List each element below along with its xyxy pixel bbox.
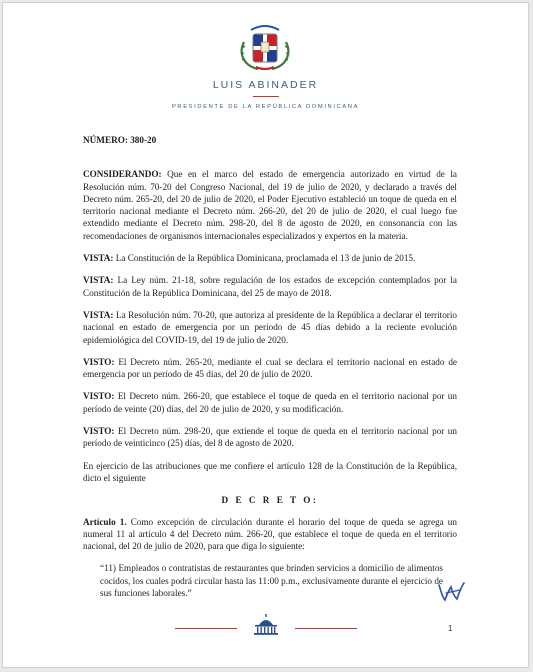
footer-divider-right bbox=[295, 628, 357, 629]
vista-label: VISTA: bbox=[83, 309, 114, 320]
visto-label: VISTO: bbox=[83, 426, 115, 437]
palace-emblem-icon bbox=[251, 614, 281, 636]
visto-paragraph bbox=[83, 425, 457, 450]
ejercicio-paragraph: En ejercicio de las atribuciones que me confiere el artículo 128 de la Constitución de la República, dicto el siguiente bbox=[83, 460, 457, 483]
vista-text: La Resolución núm. 70-20, que autoriza al presidente de la República a declarar el territorio nacional en estado de emergencia por un período de 45 días debido a la reciente evolución epidemiológica del COVID-19, del 19 de julio de 2020. bbox=[83, 309, 457, 345]
articulo-label: Artículo 1. bbox=[83, 516, 127, 527]
vista-text: La Constitución de la República Dominicana, proclamada el 13 de junio de 2015. bbox=[113, 253, 416, 264]
considerando-label: CONSIDERANDO: bbox=[83, 169, 162, 180]
considerando-text: Que en el marco del estado de emergencia autorizado en virtud de la Resolución núm. 70-20 del Congreso Nacional, del 19 de julio de 2020, y declarado a través del Decreto núm. 265-20, del 20 de julio de 2020, el Poder Ejecutivo estableció un toque de queda en el territorio nacional mediante el Decreto núm. 266-20, del 20 de julio de 2020, el cual luego fue extendido mediante el Decreto núm. 298-20, del 8 de agosto de 2020, en consonancia con las recomendaciones de organismos internacionales especializados y expertos en la materia. bbox=[83, 169, 457, 241]
visto-label: VISTO: bbox=[83, 356, 115, 367]
decreto-heading: D E C R E T O: bbox=[221, 495, 319, 506]
visto-text: El Decreto núm. 265-20, mediante el cual se declara el territorio nacional en estado de emergencia por un período de 45 días, del 20 de julio de 2020. bbox=[83, 356, 457, 380]
vista-label: VISTA: bbox=[83, 275, 114, 286]
decree-number: NÚMERO: 380-20 bbox=[83, 135, 157, 145]
vista-paragraph bbox=[83, 252, 457, 264]
vista-paragraph bbox=[83, 309, 457, 346]
visto-label: VISTO: bbox=[83, 391, 115, 402]
document-page bbox=[2, 2, 529, 668]
vista-text: La Ley núm. 21-18, sobre regulación de los estados de excepción contemplados por la Constitución de la República Dominicana, del 25 de mayo de 2018. bbox=[83, 275, 457, 298]
header-name: LUIS ABINADER bbox=[212, 79, 319, 91]
visto-paragraph bbox=[83, 356, 457, 381]
document-body bbox=[83, 134, 457, 599]
page-number: 1 bbox=[448, 624, 453, 633]
considerando-paragraph bbox=[83, 168, 457, 242]
footer-divider-left bbox=[175, 628, 237, 629]
header-title: PRESIDENTE DE LA REPÚBLICA DOMINICANA bbox=[171, 104, 360, 110]
articulo-paragraph bbox=[83, 516, 457, 553]
quoted-numeral: “11) Empleados o contratistas de restaurantes que brinden servicios a domicilio de alimentos cocidos, los cuales podrá circular hasta las 11:00 p.m., exclusivamente durante el ejercicio de sus funciones laborales.” bbox=[100, 563, 443, 599]
initials-signature-icon bbox=[433, 581, 467, 603]
header-divider bbox=[253, 96, 279, 97]
vista-label: VISTA: bbox=[83, 253, 114, 264]
visto-text: El Decreto núm. 298-20, que extiende el toque de queda en el territorio nacional por un período de veinticinco (25) días, del 8 de agosto de 2020. bbox=[83, 426, 457, 449]
coat-of-arms-icon bbox=[234, 20, 296, 72]
visto-text: El Decreto núm. 266-20, que establece el toque de queda en el territorio nacional por un período de veinte (20) días, del 20 de julio de 2020, y su modificación. bbox=[83, 391, 457, 414]
visto-paragraph bbox=[83, 390, 457, 415]
articulo-text: Como excepción de circulación durante el horario del toque de queda se agrega un numeral 11 al artículo 4 del Decreto núm. 266-20, que establece el toque de queda en el territorio nacional, del 20 de julio de 2020, para que diga lo siguiente: bbox=[83, 516, 457, 552]
vista-paragraph bbox=[83, 274, 457, 299]
